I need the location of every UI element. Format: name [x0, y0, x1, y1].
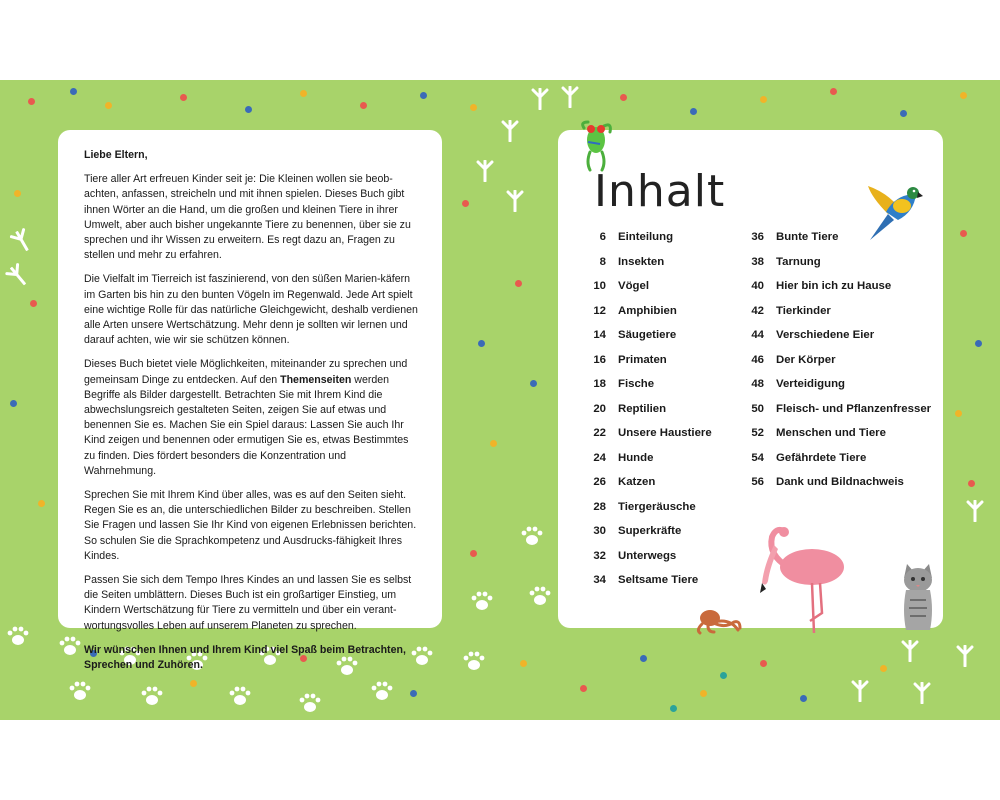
toc-entry[interactable] — [730, 256, 821, 272]
letter-text: Dieses Buch bietet viele Möglichkeiten, miteinander zu sprechen und gemeinsam Dinge zu entdecken. Auf den — [84, 358, 408, 386]
toc-entry-label: Bunte Tiere — [776, 231, 839, 243]
toc-page-number: 46 — [751, 353, 764, 366]
toc-page-number: 32 — [593, 549, 606, 562]
letter-paragraph: Passen Sie sich dem Tempo Ihres Kindes an und lassen Sie es selbst die Seiten umblättern. Dieses Buch ist ein großartiger Einstieg, um Kindern Wertschätzung für Tiere zu vermitteln und über ein verant-wortungsvolles Leben auf unserem Planeten zu sprechen. — [84, 574, 412, 632]
toc-entry[interactable] — [572, 305, 677, 321]
toc-entry[interactable] — [572, 525, 681, 541]
toc-entry-label: Hier bin ich zu Hause — [776, 280, 892, 292]
toc-entry[interactable] — [572, 452, 653, 468]
toc-entry-label: Säugetiere — [618, 329, 677, 341]
toc-entry-label: Amphibien — [618, 304, 677, 317]
toc-entry[interactable] — [730, 305, 831, 321]
toc-entry-label: Tiergeräusche — [618, 500, 696, 513]
toc-entry[interactable] — [730, 452, 866, 468]
toc-page-number: 16 — [593, 353, 606, 366]
toc-page-number: 26 — [593, 476, 606, 488]
toc-entry-label: Unsere Haustiere — [618, 427, 712, 439]
toc-entry-label: Einteilung — [618, 231, 674, 243]
toc-entry-label: Vögel — [618, 280, 650, 292]
toc-page-number: 42 — [751, 304, 764, 317]
toc-entry-label: Tarnung — [776, 255, 821, 268]
toc-page-number: 44 — [751, 329, 764, 341]
toc-entry-label: Menschen und Tiere — [776, 427, 886, 439]
octopus-illustration — [694, 608, 742, 634]
toc-entry[interactable] — [730, 354, 836, 370]
toc-entry[interactable] — [572, 476, 655, 492]
toc-page-number: 6 — [599, 231, 606, 243]
letter-text: werden Begriffe als Bilder dargestellt. Betrachten Sie mit Ihrem Kind die abwechslungsreich gestalteten Seiten, zeigen Sie auf etwas und benennen Sie es. Machen Sie ein Spiel daraus: Lassen Sie auch Ihr Kind zeigen und benennen oder ermutigen Sie es, etwas Bestimmtes zu finden. Dies fördert besonders die Konzentration und Wahrnehmung. — [84, 373, 409, 477]
toc-page-number: 22 — [593, 427, 606, 439]
letter-paragraph: Sprechen Sie mit Ihrem Kind über alles, was es auf den Seiten sieht. Regen Sie es an, die unterschiedlichen Bilder zu beschreiben. Stellen Sie Fragen und lassen Sie Ihr Kind von eigenen Erlebnissen berichten. So schulen Sie die Sprachkompetenz und Ausdrucks-fähigkeit Ihres Kindes. — [84, 489, 417, 562]
toc-page-number: 18 — [593, 378, 606, 390]
toc-page-number: 20 — [593, 402, 606, 415]
toc-entry-label: Primaten — [618, 353, 667, 366]
letter-greeting: Liebe Eltern, — [84, 149, 148, 161]
toc-entry-label: Superkräfte — [618, 525, 682, 537]
toc-entry[interactable] — [730, 280, 891, 296]
toc-entry-label: Gefährdete Tiere — [776, 451, 867, 464]
toc-entry[interactable] — [572, 256, 664, 272]
toc-card — [558, 130, 943, 628]
letter-closing: Wir wünschen Ihnen und Ihrem Kind viel Spaß beim Betrachten, Sprechen und Zuhören. — [84, 643, 406, 672]
toc-page-number: 52 — [751, 427, 764, 439]
toc-page-number: 10 — [593, 280, 606, 292]
toc-entry-label: Fische — [618, 378, 655, 390]
toc-page-number: 50 — [751, 402, 764, 415]
toc-entry-label: Unterwegs — [618, 549, 677, 562]
frog-illustration — [578, 120, 614, 172]
toc-page-number: 24 — [593, 451, 606, 464]
toc-entry[interactable] — [572, 329, 676, 345]
letter-paragraph: Tiere aller Art erfreuen Kinder seit je: Die Kleinen wollen sie beob-achten, anfassen, streicheln und mit ihnen spielen. Dieses Buch gibt ihnen Wörter an die Hand, um die großen und kleinen Tiere in ihrer Umwelt, aber auch bisher ungekannte Tiere zu benennen, über sie zu sprechen und ihr Wissen zu erweitern. Es regt dazu an, Fragen zu stellen und mehr zu erfahren. — [84, 173, 411, 262]
toc-entry[interactable] — [730, 378, 845, 394]
toc-page-number: 14 — [593, 329, 606, 341]
toc-page-number: 54 — [751, 451, 764, 464]
flamingo-illustration — [754, 525, 854, 635]
letter-paragraph — [84, 357, 419, 479]
themenseiten-highlight: Themenseiten — [280, 373, 352, 386]
toc-entry[interactable] — [730, 231, 838, 247]
toc-page-number: 34 — [593, 574, 606, 586]
toc-page-number: 36 — [751, 231, 764, 243]
toc-entry[interactable] — [572, 574, 698, 590]
toc-entry[interactable] — [572, 550, 676, 566]
toc-page-number: 48 — [751, 378, 764, 390]
toc-entry-label: Tierkinder — [776, 304, 831, 317]
toc-entry[interactable] — [730, 476, 904, 492]
toc-entry-label: Seltsame Tiere — [618, 574, 699, 586]
toc-entry[interactable] — [730, 329, 874, 345]
toc-entry-label: Katzen — [618, 476, 656, 488]
toc-entry-label: Verschiedene Eier — [776, 329, 875, 341]
letter-paragraph: Die Vielfalt im Tierreich ist faszinierend, von den süßen Marien-käfern im Garten bis hin zu den bunten Vögeln im Regenwald. Jede Art spielt eine wichtige Rolle für das natürliche Gleichgewicht, deshalb verdienen alle Arten unsere Wertschätzung. Mehr denn je sollten wir lernen und darauf achten, wie wir sie schützen können. — [84, 273, 418, 347]
toc-title: Inhalt — [594, 166, 726, 217]
toc-entry[interactable] — [730, 403, 931, 419]
parrot-illustration — [866, 180, 924, 242]
parents-letter — [84, 148, 419, 682]
toc-entry-label: Dank und Bildnachweis — [776, 476, 904, 488]
toc-entry-label: Insekten — [618, 255, 665, 268]
toc-page-number: 38 — [751, 255, 764, 268]
toc-entry[interactable] — [572, 354, 667, 370]
toc-entry-label: Hunde — [618, 451, 654, 464]
toc-entry-label: Fleisch- und Pflanzenfresser — [776, 402, 932, 415]
toc-entry[interactable] — [572, 231, 673, 247]
toc-entry[interactable] — [572, 378, 654, 394]
toc-page-number: 8 — [599, 255, 606, 268]
toc-entry[interactable] — [572, 427, 712, 443]
toc-page-number: 30 — [593, 525, 606, 537]
book-spread — [0, 80, 1000, 720]
toc-entry-label: Der Körper — [776, 353, 836, 366]
kitten-illustration — [898, 560, 938, 632]
toc-entry[interactable] — [572, 501, 696, 517]
parents-letter-card — [58, 130, 442, 672]
toc-page-number: 12 — [593, 304, 606, 317]
toc-page-number: 56 — [751, 476, 764, 488]
toc-entry[interactable] — [572, 280, 649, 296]
toc-page-number: 28 — [593, 500, 606, 513]
toc-entry-label: Verteidigung — [776, 378, 845, 390]
toc-entry[interactable] — [572, 403, 666, 419]
toc-entry[interactable] — [730, 427, 886, 443]
toc-entry-label: Reptilien — [618, 402, 667, 415]
toc-page-number: 40 — [751, 280, 764, 292]
